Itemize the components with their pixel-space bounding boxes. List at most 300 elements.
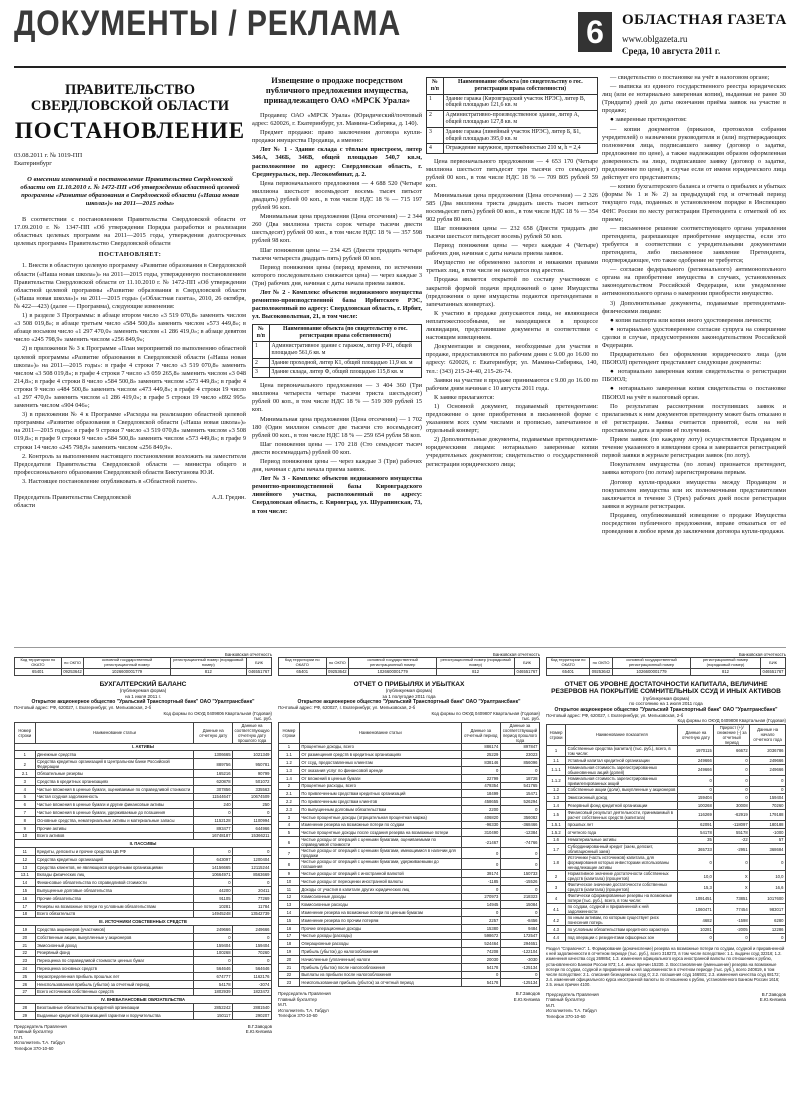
row-value: 15,3 [678, 882, 714, 893]
table-row [15, 801, 272, 809]
row-number: 1.3 [279, 766, 300, 774]
notice-paragraph: Цена первоначального предложения — 3 404 360 (Три миллиона четыреста четыре тысячи триста шестьдесят) рублей 00 коп., в том числе НДС 18 % — 519 309 рублей 15 коп. [252, 382, 422, 414]
row-label: От размещения средств в кредитных организациях [299, 751, 461, 759]
row-number: 10 [279, 877, 300, 885]
row-value: 0 [233, 848, 272, 856]
table-row [15, 751, 272, 759]
report-title: ОТЧЕТ О ПРИБЫЛЯХ И УБЫТКАХ [353, 680, 465, 688]
row-value: 70260 [233, 949, 272, 957]
header-divider [14, 66, 786, 68]
row-label: Комиссионные расходы [299, 901, 461, 909]
row-value: 249666 [678, 764, 714, 775]
table-row [547, 794, 786, 802]
table-row [15, 949, 272, 957]
row-value: 165216 [194, 770, 233, 778]
code-value: 812 [691, 668, 761, 675]
reporting-label: Банковская отчетность [492, 652, 540, 657]
row-label: Вклады физических лиц [35, 871, 194, 879]
row-value: -2005 [714, 926, 750, 934]
form-code: Код формы по ОКУД 0409808 Квартальная (Годовая) [677, 718, 786, 724]
notice-paragraph: ● нотариально удостоверенное согласие супруга на совершение сделки в случае, предусмотренном законодательством Российской Федерации. [602, 325, 786, 349]
row-label: Процентные доходы, всего [299, 743, 461, 751]
row-number: 22 [15, 949, 36, 957]
row-value: 564646 [233, 965, 272, 973]
notice-title: Извещение о продаже посредством публичного предложения имущества, принадлежащего ОАО «МРСК Урала» [263, 76, 411, 105]
notice-paragraph: Продавец: ОАО «МРСК Урала» (Юридический/почтовый адрес: 620026, г. Екатеринбург, ул. Мамина-Сибиряка, д. 140). [252, 112, 422, 128]
row-value: 62091 [678, 820, 714, 828]
row-value: 116269 [678, 809, 714, 820]
reference-notes: Раздел "Справочно": 1. Формирование (доначисление) резерва на возможные потери по ссудам, ссудной и приравненной к ней задолженности в отчетном периоде (тыс. руб.), всего 318273, в том числе вследствие: 1.1. выдачи ссуд 32316; 1.2. изменения качества ссуд 269854; 1.3. изменения официального курса иностранной валюты по отношению к рублю, установленного Банком России 873; 1.4. иных причин 15230. 2. Восстановление (уменьшение) резерва на возможные потери по ссудам, ссудной и приравненной к ней задолженности в отчетном периоде (тыс. руб.), всего 240819, в том числе вследствие: 2.1. списания безнадежных ссуд 0; 2.2. погашения ссуд 166931; 2.3. изменения качества ссуд 68172; 2.4. изменения официального курса иностранной валюты по отношению к рублю, установленного Банком России 1616; 2.5. иных причин 4100. [546, 945, 785, 988]
row-number: 1.1.2 [547, 775, 566, 786]
row-value: 406820 [461, 813, 500, 821]
bank-codes-table [14, 657, 272, 675]
table-row [547, 775, 786, 786]
table-row [279, 877, 540, 885]
row-value: 54178 [678, 828, 714, 836]
row-value: 35 [678, 836, 714, 844]
row-label: По привлеченным средствам кредитных организаций [299, 790, 461, 798]
row-value: 20411 [233, 887, 272, 895]
row-value: 90799 [233, 770, 272, 778]
row-value: 0 [714, 756, 750, 764]
row-value: 0 [461, 885, 500, 893]
row-number: 7 [279, 848, 300, 859]
row-value: 6280 [750, 915, 786, 926]
section-row [15, 918, 272, 926]
lot-3-table [426, 77, 598, 154]
accountant-name: Е.Ю.Князева [759, 997, 786, 1003]
row-value: 18728 [500, 774, 539, 782]
notice-paragraph: 1) Основной документ, подаваемый претендентами: предложение о цене приобретения в письменной форме с указанием всех сумм числами и прописью, запечатанное в отдельный конверт; [426, 402, 598, 435]
lot-2-heading: Лот № 2 - Комплекс объектов недвижимого имущества ремонтно-производственной базы Ирбитского РЭС, расположенный по адресу: Свердловская область, г. Ирбит, ул. Высоковольтная, 21, в том числе: [252, 288, 422, 321]
row-label: Номинальная стоимость зарегистрированных обыкновенных акций (долей) [566, 764, 678, 775]
row-value: 893477 [194, 824, 233, 832]
row-number: 23 [279, 979, 300, 987]
row-label: Нематериальные активы [566, 836, 678, 844]
bank-name: Открытое акционерное общество "Уральский Транспортный банк" ОАО "Уралтрансбанк" [554, 706, 778, 713]
row-label: Выданные кредитной организацией гарантии и поручительства [35, 1011, 194, 1019]
table-row [279, 774, 540, 782]
notice-paragraph: Продажа является открытой по составу участников с закрытой формой подачи предложений о цене Имущества (предложения о цене имущества подаются претендентами в запечатанных конвертах). [426, 276, 598, 308]
row-value: -122104 [500, 948, 539, 956]
table-row [279, 948, 540, 956]
row-label: Чистые доходы от операций с ценными бумагами, удерживаемыми до погашения [299, 859, 461, 870]
section-title: I. АКТИВЫ [15, 743, 272, 751]
row-label: Резервный фонд [35, 949, 194, 957]
section-row [15, 743, 272, 751]
table-row [15, 1011, 272, 1019]
row-number: 13 [279, 901, 300, 909]
notice-paragraph: Шаг понижения цены — 232 658 (Двести тридцать две тысячи шестьсот пятьдесят восемь) рублей 50 коп. [426, 224, 598, 241]
row-number: 3 [547, 882, 566, 893]
table-row [279, 829, 540, 837]
code-value: 812 [437, 668, 515, 675]
row-label: Финансовые обязательства по справедливой стоимости [35, 879, 194, 887]
newspaper-site[interactable]: www.oblgazeta.ru [622, 34, 688, 44]
profit-loss-report [278, 652, 540, 1104]
row-number: 1.4 [279, 774, 300, 782]
bank-address: Почтовый адрес: РФ, 620027, г. Екатеринбург, ул. Мельковская, 2-б [278, 705, 416, 711]
row-label: Выплаты из прибыли после налогообложения [299, 971, 461, 979]
row-value: 0 [233, 879, 272, 887]
notice-paragraph: Предмет продажи: право заключения договора купли-продажи имущества Продавца, а именно: [252, 129, 422, 145]
table-row [253, 341, 422, 358]
row-value: 0 [500, 971, 539, 979]
notice-column-end [602, 74, 786, 640]
code-value: 09253642 [328, 669, 347, 675]
row-value: X [714, 882, 750, 893]
table-row [427, 127, 598, 144]
row-label: Прочие операционные доходы [299, 924, 461, 932]
notice-paragraph: Заявки на участие в продаже принимаются с 9.00 до 16.00 по рабочим дням начиная с 10 августа 2011 года. [426, 376, 598, 392]
units: тыс. руб. [253, 716, 272, 722]
row-number: 2.2 [279, 798, 300, 806]
table-row [547, 802, 786, 810]
row-value: -125134 [500, 979, 539, 987]
row-value: 70260 [750, 802, 786, 810]
decree-resolves: ПОСТАНОВЛЯЕТ: [98, 251, 162, 259]
row-value: 249666 [233, 926, 272, 934]
code-value: 046551767 [761, 668, 786, 675]
notice-paragraph: 2) Дополнительные документы, подаваемые претендентами-юридическими лицами: нотариально заверенные копии учредительных документов; свидетельство о государственной регистрации юридического лица; [426, 436, 598, 468]
signer-name: А.Л. Гредин. [211, 494, 246, 501]
table-cell: 1 [253, 341, 270, 358]
row-number: 8 [279, 859, 300, 870]
row-number: 2 [547, 871, 566, 882]
row-value: 74208 [461, 948, 500, 956]
row-number: 4 [547, 893, 566, 904]
table-row [15, 832, 272, 840]
head-title: Председатель Правления [278, 991, 331, 997]
row-value: 55178 [714, 828, 750, 836]
notice-paragraph: Цена первоначального предложения — 4 688 520 (Четыре миллиона шестьсот восемьдесят восемь тысяч пятьсот двадцать) рублей 00 коп., в том числе НДС 18 % — 715 197 рублей 96 коп. [252, 179, 422, 212]
table-header: Данные на отчетную дату [678, 724, 714, 745]
notice-paragraph: Шаг понижения цены — 234 425 (Двести тридцать четыре тысячи четыреста двадцать пять) рублей 00 коп. [252, 246, 422, 262]
row-number: 29 [15, 1011, 36, 1019]
head-title: Председатель Правления [546, 991, 599, 997]
table-row [15, 824, 272, 832]
newspaper-name: ОБЛАСТНАЯ ГАЗЕТА [622, 12, 787, 28]
notice-paragraph: — письменное решение соответствующего органа управления претендента, разрешающее приобретение имущества, если это требуется в соответствии с учредительными документами претендента, либо письменное заявление Претендента, подтверждающее, что такое одобрение не требуется; [602, 224, 786, 265]
table-cell: 3 [253, 368, 270, 378]
row-label: Чистые доходы (расходы) [299, 932, 461, 940]
row-value: 541765 [500, 782, 539, 790]
decree-city: Екатеринбург [14, 160, 52, 167]
notice-paragraph: Минимальная цена предложения (Цена отсечения) — 2 326 585 (Два миллиона триста двадцать шесть тысяч пятьсот восемьдесят пять) рублей 00 коп., в том числе НДС 18 % — 354 902 рубля 80 коп. [426, 191, 598, 223]
row-value: 1802939 [194, 988, 233, 996]
row-label: Чистые вложения в ценные бумаги и другие финансовые активы [35, 801, 194, 809]
row-value: -22 [714, 836, 750, 844]
row-label: Обязательные резервы [35, 770, 194, 778]
page-number: 6 [578, 12, 612, 52]
code-value: 65401 [279, 668, 327, 675]
row-value: -21467 [461, 837, 500, 848]
row-label: Средства кредитных организаций в Центральном банке Российской Федерации [35, 759, 194, 770]
row-number: 1 [15, 751, 36, 759]
units: тыс. руб. [521, 716, 540, 722]
code-header: по ОКПО [61, 658, 84, 668]
row-number: 16 [15, 894, 36, 902]
row-value: 524464 [461, 940, 500, 948]
row-value: 249666 [194, 926, 233, 934]
issue-date: Среда, 10 августа 2011 г. [622, 46, 721, 56]
row-label: По привлеченным средствам клиентов [299, 798, 461, 806]
row-label: Собственные средства (капитал) (тыс. руб.), всего, в том числе: [566, 745, 678, 756]
row-value: 290207 [233, 1011, 272, 1019]
section-row [15, 840, 272, 848]
decree-paragraph: 3) в приложении № 4 к Программе «Расходы на реализацию областной целевой программы «Развитие образования в Свердловской области («Наша новая школа»)» на 2011—2015 годы»: в графе 9 строки 7 число «3 519 070,8» заменить числом «3 508 019,8»; в графе 9 строки 9 число «584 500,8» заменить числом «573 449,8»; в графе 9 строки 14 число «245 798,9» заменить числом «256 849,9». [14, 411, 246, 451]
table-row [279, 782, 540, 790]
row-value: -3030 [500, 955, 539, 963]
table-row [15, 816, 272, 824]
section-title: III. ИСТОЧНИКИ СОБСТВЕННЫХ СРЕДСТВ [15, 918, 272, 926]
row-number: 1.7 [547, 844, 566, 855]
row-label: Всего активов [35, 832, 194, 840]
notice-column-continued [426, 74, 598, 640]
row-label: Изменение резерва на возможные потери по ссудам [299, 821, 461, 829]
table-row [15, 988, 272, 996]
phone: Телефон 370-10-60 [14, 1046, 54, 1052]
row-value: 54178 [194, 980, 233, 988]
table-row [15, 871, 272, 879]
row-value: 1200404 [233, 855, 272, 863]
row-value: 22799 [461, 774, 500, 782]
row-value: 10,0 [750, 871, 786, 882]
row-value: 23023 [500, 751, 539, 759]
capital-adequacy-report [546, 652, 786, 1104]
code-value: 65401 [15, 668, 62, 675]
head-title: Председатель Правления [14, 1023, 67, 1029]
row-value: 0 [500, 766, 539, 774]
row-value: 897847 [500, 743, 539, 751]
row-number: 28 [15, 1004, 36, 1012]
row-number: 4 [279, 821, 300, 829]
table-row [279, 971, 540, 979]
row-label: Номинальная стоимость зарегистрированных привилегированных акций [566, 775, 678, 786]
table-cell: Административно-производственное здание, литер А, общей площадью 127,8 кв. м [443, 111, 597, 128]
notice-paragraph: — копии документов (приказов, протоколов собрания учредителей) о назначении руководителя и (или) подтверждающих полномочия лица, подписавшего заявку (договор о задатке, предложение по цене), а также надлежащим образом оформленная доверенность на лицо, подписавшее заявку (договор о задатке, предложение по цене), в случае если от имени юридического лица действует его представитель; [602, 125, 786, 182]
row-label: Финансовый результат деятельности, принимаемый в расчет собственных средств (капитала) [566, 809, 678, 820]
row-label: Начисленные (уплаченные) налоги [299, 955, 461, 963]
code-header: по ОКПО [326, 658, 349, 668]
table-row [15, 965, 272, 973]
row-value: 249666 [750, 756, 786, 764]
row-label: Прочие обязательства [35, 894, 194, 902]
table-row [279, 932, 540, 940]
row-label: Средства кредитных организаций [35, 855, 194, 863]
row-value: 526294 [500, 798, 539, 806]
code-header: регистрационный номер (порядковый номер) [170, 658, 246, 668]
row-number: 5 [279, 829, 300, 837]
row-value: 44200 [194, 887, 233, 895]
notice-paragraph: Договор купли-продажи имущества между Продавцом и покупателем имущества или их полномочными представителями заключается в течение 3 (Трех) рабочих дней после регистрации заявки в журнале регистрации. [602, 478, 786, 510]
row-value: 91105 [194, 894, 233, 902]
row-value: 179188 [750, 809, 786, 820]
table-header: Данные на отчетную дату [194, 722, 233, 743]
row-label: Всего обязательств [35, 910, 194, 918]
table-cell: Здание гаража (линейный участок НРЭС), литер Б, Б1, общей площадью 395,0 кв. м [443, 127, 597, 144]
row-number: 1.1 [547, 756, 566, 764]
head-name: В.Г.Заводов [247, 1023, 272, 1029]
table-row [279, 940, 540, 948]
row-value: 674777 [194, 972, 233, 980]
notice-paragraph: Имущество не обременено залогом и никакими правами третьих лиц, в том числе не находится под арестом. [426, 259, 598, 275]
row-value: 11784 [233, 902, 272, 910]
row-value: 150117 [194, 1011, 233, 1019]
table-row [279, 979, 540, 987]
row-number: 1.3 [547, 794, 566, 802]
reporting-label: Банковская отчетность [224, 652, 272, 657]
row-value: 172547 [500, 932, 539, 940]
row-number: 3 [15, 777, 36, 785]
row-number: 21 [279, 963, 300, 971]
capital-table [546, 724, 786, 942]
notice-paragraph: Минимальная цена предложения (Цена отсечения) — 2 344 260 (Два миллиона триста сорок четыре тысячи двести шестьдесят) рублей 00 коп., в том числе НДС 18 % — 357 598 рублей 98 коп. [252, 213, 422, 245]
row-value: -15526 [500, 877, 539, 885]
row-label: Переоценка основных средств [35, 965, 194, 973]
row-value: 13542739 [233, 910, 272, 918]
accountant-title: Главный бухгалтер [546, 997, 585, 1003]
table-cell: Административное здание с гаражом, литер Р-Р1, общей площадью 561,6 кв. м [269, 341, 421, 358]
row-label: Эмиссионный доход [35, 941, 194, 949]
row-number: 1.8 [547, 855, 566, 871]
table-row [15, 894, 272, 902]
row-value: 77269 [233, 894, 272, 902]
notice-paragraph: Период понижения цены (период времени, по истечении которого последовательно снижается цена) — через каждые 3 (Три) рабочих дня, начиная с даты начала приема заявок. [252, 263, 422, 287]
row-value: 0 [500, 885, 539, 893]
row-value: 150733 [500, 870, 539, 878]
row-number: 23 [15, 957, 36, 965]
notice-paragraph: Цена первоначального предложения — 4 653 170 (Четыре миллиона шестьсот пятьдесят три тысячи сто семьдесят) рублей 00 коп., в том числе НДС 18 % — 709 805 рублей 59 коп. [426, 158, 598, 190]
row-number: 26 [15, 980, 36, 988]
notice-paragraph: ● заверенные претендентом: [610, 116, 687, 124]
row-number: 20 [15, 933, 36, 941]
code-header: регистрационный номер (порядковый номер) [437, 658, 515, 668]
table-header: Данные за отчетный период [461, 722, 500, 743]
row-value: 458655 [461, 798, 500, 806]
table-header: Наименование показателя [566, 724, 678, 745]
code-value: 09253642 [63, 669, 82, 675]
row-number: 8 [15, 816, 36, 824]
row-value: 10281 [678, 926, 714, 934]
balance-sheet-report [14, 652, 272, 1104]
table-cell: Здание проходной, литер К1, общей площадью 11,9 кв. м [269, 358, 421, 368]
table-row [427, 111, 598, 128]
row-value: 365733 [678, 844, 714, 855]
row-label: Основные средства, нематериальные активы и материальные запасы [35, 816, 194, 824]
row-label: по иным активам, по которым существует риск понесения потерь [566, 915, 678, 926]
row-number: 6 [15, 801, 36, 809]
row-value: 598672 [461, 932, 500, 940]
row-number: 24 [15, 965, 36, 973]
accountant-name: Е.Ю.Князева [245, 1029, 272, 1035]
code-value: 1026600001779 [349, 668, 437, 675]
row-number: 1.6 [547, 836, 566, 844]
report-period: за 1 полугодие 2011 года [382, 693, 436, 699]
row-value: 100268 [194, 949, 233, 957]
code-value: 65401 [547, 668, 590, 675]
stamp-mark: М.П. [278, 1002, 288, 1008]
table-cell: 1 [427, 94, 444, 111]
row-label: Выпущенные долговые обязательства [35, 887, 194, 895]
row-value: 889756 [194, 759, 233, 770]
row-number: 2 [15, 759, 36, 770]
row-number: 12 [279, 893, 300, 901]
decree-paragraph: 2. Контроль за выполнением настоящего постановления возложить на заместителя Председателя Правительства Свердловской области — министра общего и профессионального образования Свердловской области Биктуганова Ю.И. [14, 452, 246, 476]
row-value: 0 [750, 786, 786, 794]
lot-3-heading: Лот № 3 - Комплекс объектов недвижимого имущества ремонтно-производственной базы Кировградского линейного участка, расположенный по адресу: Свердловская область, г. Кировград, ул. Шурапинская, 73, в том числе: [252, 475, 422, 515]
code-header: Код территории по ОКАТО [15, 658, 62, 668]
row-number: 5 [15, 793, 36, 801]
row-value: 2036786 [750, 745, 786, 756]
row-value: -1000 [750, 828, 786, 836]
row-number: 1 [547, 745, 566, 756]
notice-paragraph: Покупателем имущества (по лотам) признается претендент, заявка которого (по лотам) зарегистрирована первым. [602, 461, 786, 477]
table-row [547, 934, 786, 942]
row-value: 335563 [233, 785, 272, 793]
row-value: 0 [194, 933, 233, 941]
code-value: 812 [170, 668, 246, 675]
table-row [279, 790, 540, 798]
notice-paragraph: Период понижения цены — через каждые 4 (Четыре) рабочих дня, начиная с даты начала приема заявок. [426, 242, 598, 258]
table-row [15, 759, 272, 770]
table-header: Наименование объекта (по свидетельству о гос. регистрации права собственности) [443, 78, 597, 95]
row-value: 0 [461, 859, 500, 870]
row-value: 0 [750, 855, 786, 871]
row-value: 66672 [714, 745, 750, 756]
row-label: Чистые вложения в ценные бумаги, оцениваемые по справедливой стоимости [35, 785, 194, 793]
row-value: -1185 [461, 877, 500, 885]
notice-column [252, 74, 422, 640]
report-title: ОТЧЕТ ОБ УРОВНЕ ДОСТАТОЧНОСТИ КАПИТАЛА, ВЕЛИЧИНЕ РЕЗЕРВОВ НА ПОКРЫТИЕ СОМНИТЕЛЬНЫХ ССУД И ИНЫХ АКТИВОВ [551, 680, 781, 696]
code-header: Код территории по ОКАТО [279, 658, 327, 668]
row-number: 16 [279, 924, 300, 932]
table-row [279, 924, 540, 932]
performer: Исполнитель Т.А. Габдул [14, 1040, 65, 1046]
report-subtitle: (публикуемая форма) [385, 688, 433, 694]
row-value: 0 [233, 957, 272, 965]
table-cell: 2 [427, 111, 444, 128]
table-row [279, 837, 540, 848]
row-value: 1970115 [678, 745, 714, 756]
row-value: 0 [678, 855, 714, 871]
row-value: 39174 [461, 870, 500, 878]
table-row [253, 358, 422, 368]
row-value: 856096 [500, 759, 539, 767]
notice-paragraph: Прием заявок (по каждому лоту) осуществляется Продавцом в течение указанного в извещении срока и завершается регистрацией первой заявки в журнале регистрации заявок (по лоту). [602, 436, 786, 460]
row-value: 368684 [750, 844, 786, 855]
row-label: Доходы от участия в капитале других юридических лиц [299, 885, 461, 893]
row-number: 1.1.1 [547, 764, 566, 775]
row-number: 4.4 [547, 934, 566, 942]
table-row [279, 751, 540, 759]
table-row [279, 759, 540, 767]
code-header: по ОКПО [590, 658, 613, 668]
table-row [547, 786, 786, 794]
row-value: 0 [500, 805, 539, 813]
section-row [15, 996, 272, 1004]
row-value: 0 [500, 859, 539, 870]
code-header: основной государственный регистрационный номер [84, 658, 170, 668]
table-cell: 3 [427, 127, 444, 144]
notice-paragraph: Шаг понижения цены — 170 218 (Сто семьдесят тысяч двести восемнадцать) рублей 00 коп. [252, 440, 422, 456]
row-number: 1.5 [547, 809, 566, 820]
row-number: 12 [15, 855, 36, 863]
row-value: 270973 [461, 893, 500, 901]
code-value: 09253642 [591, 669, 611, 675]
table-row [15, 855, 272, 863]
row-label: От оказания услуг по финансовой аренде [299, 766, 461, 774]
